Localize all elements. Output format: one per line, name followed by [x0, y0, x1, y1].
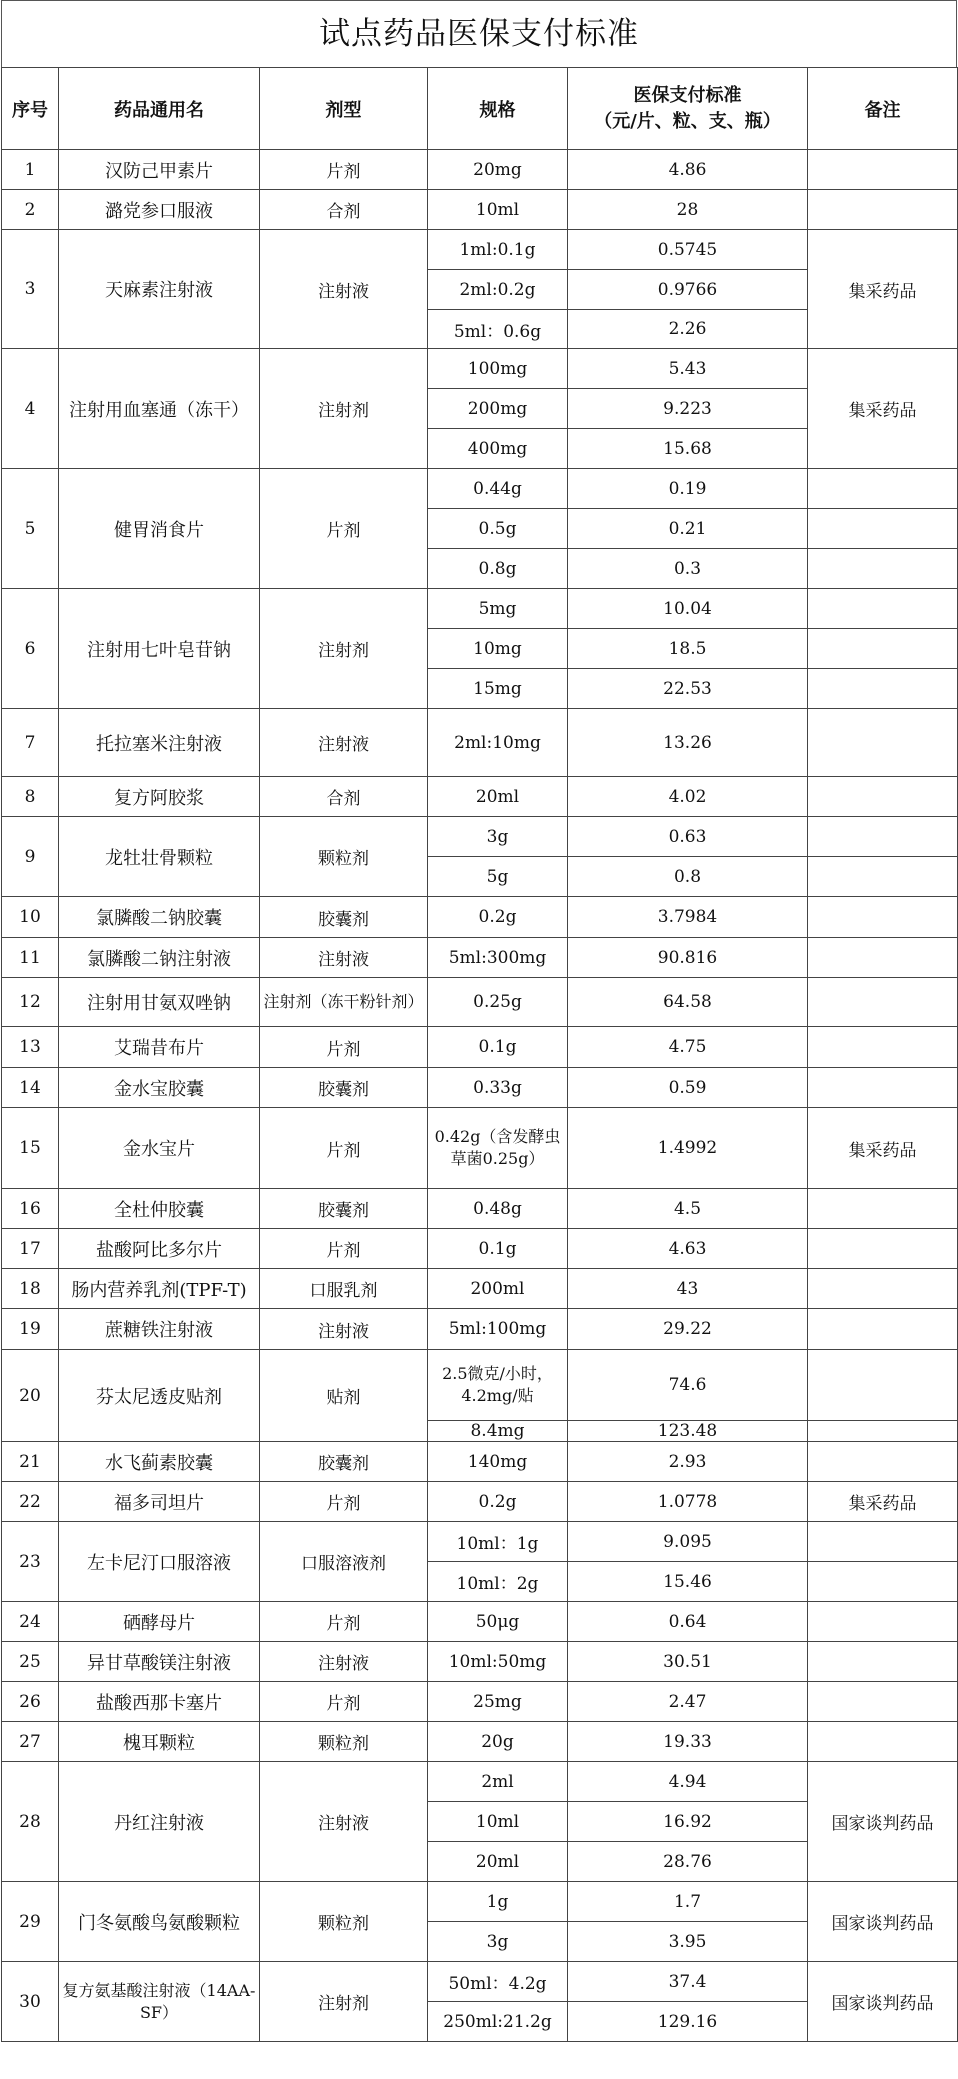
note-cell — [808, 938, 958, 978]
price-cell: 15.68 — [568, 429, 808, 469]
drug-name: 金水宝片 — [59, 1108, 260, 1189]
header-note: 备注 — [808, 68, 958, 150]
note-cell — [808, 817, 958, 857]
drug-name: 槐耳颗粒 — [59, 1722, 260, 1762]
spec-cell: 140mg — [428, 1442, 568, 1482]
table-row — [2, 1882, 958, 1922]
row-number: 5 — [2, 469, 59, 589]
spec-cell: 20g — [428, 1722, 568, 1762]
spec-cell: 10ml — [428, 1802, 568, 1842]
note-cell: 集采药品 — [808, 1108, 958, 1189]
row-number: 8 — [2, 777, 59, 817]
price-cell: 0.59 — [568, 1068, 808, 1108]
drug-name: 复方氨基酸注射液（14AA-SF） — [59, 1962, 260, 2042]
row-number: 1 — [2, 150, 59, 190]
price-cell: 2.93 — [568, 1442, 808, 1482]
page-title: 试点药品医保支付标准 — [1, 0, 957, 67]
payment-standard-table — [1, 67, 958, 2042]
table-row — [2, 190, 958, 230]
row-number: 4 — [2, 349, 59, 469]
dosage-form: 注射液 — [260, 709, 428, 777]
dosage-form: 片剂 — [260, 469, 428, 589]
spec-cell: 5ml:100mg — [428, 1309, 568, 1350]
header-no: 序号 — [2, 68, 59, 150]
price-cell: 123.48 — [568, 1421, 808, 1442]
table-row — [2, 1229, 958, 1269]
price-cell: 29.22 — [568, 1309, 808, 1350]
note-cell — [808, 777, 958, 817]
dosage-form: 口服溶液剂 — [260, 1522, 428, 1602]
spec-cell: 2ml:10mg — [428, 709, 568, 777]
note-cell — [808, 1602, 958, 1642]
spec-cell: 10ml：1g — [428, 1522, 568, 1562]
dosage-form: 注射液 — [260, 1642, 428, 1682]
drug-name: 丹红注射液 — [59, 1762, 260, 1882]
spec-cell: 5ml：0.6g — [428, 310, 568, 349]
drug-name: 福多司坦片 — [59, 1482, 260, 1522]
spec-cell: 0.2g — [428, 1482, 568, 1522]
price-cell: 1.0778 — [568, 1482, 808, 1522]
price-cell: 0.3 — [568, 549, 808, 589]
dosage-form: 合剂 — [260, 190, 428, 230]
row-number: 15 — [2, 1108, 59, 1189]
price-cell: 1.7 — [568, 1882, 808, 1922]
note-cell — [808, 469, 958, 509]
dosage-form: 注射剂 — [260, 589, 428, 709]
table-row — [2, 589, 958, 629]
spec-cell: 400mg — [428, 429, 568, 469]
spec-cell: 0.1g — [428, 1027, 568, 1068]
price-cell: 0.5745 — [568, 230, 808, 270]
row-number: 26 — [2, 1682, 59, 1722]
drug-name: 门冬氨酸鸟氨酸颗粒 — [59, 1882, 260, 1962]
row-number: 2 — [2, 190, 59, 230]
price-cell: 2.26 — [568, 310, 808, 349]
price-cell: 0.21 — [568, 509, 808, 549]
price-cell: 28 — [568, 190, 808, 230]
price-cell: 0.19 — [568, 469, 808, 509]
dosage-form: 片剂 — [260, 1682, 428, 1722]
row-number: 30 — [2, 1962, 59, 2042]
spec-cell: 50μg — [428, 1602, 568, 1642]
price-cell: 129.16 — [568, 2002, 808, 2042]
spec-cell: 10mg — [428, 629, 568, 669]
note-cell: 集采药品 — [808, 349, 958, 469]
dosage-form: 贴剂 — [260, 1350, 428, 1442]
dosage-form: 颗粒剂 — [260, 1722, 428, 1762]
table-row — [2, 1309, 958, 1350]
note-cell — [808, 549, 958, 589]
price-cell: 74.6 — [568, 1350, 808, 1421]
dosage-form: 注射液 — [260, 230, 428, 349]
dosage-form: 胶囊剂 — [260, 1068, 428, 1108]
dosage-form: 片剂 — [260, 1027, 428, 1068]
price-cell: 16.92 — [568, 1802, 808, 1842]
dosage-form: 颗粒剂 — [260, 1882, 428, 1962]
spec-cell: 2.5微克/小时，4.2mg/贴 — [428, 1350, 568, 1421]
note-cell — [808, 1350, 958, 1421]
price-cell: 4.75 — [568, 1027, 808, 1068]
drug-name: 健胃消食片 — [59, 469, 260, 589]
table-row — [2, 978, 958, 1027]
table-row — [2, 230, 958, 270]
drug-name: 氯膦酸二钠注射液 — [59, 938, 260, 978]
row-number: 27 — [2, 1722, 59, 1762]
dosage-form: 注射剂 — [260, 1962, 428, 2042]
drug-name: 氯膦酸二钠胶囊 — [59, 897, 260, 938]
note-cell — [808, 589, 958, 629]
note-cell: 集采药品 — [808, 230, 958, 349]
price-cell: 0.9766 — [568, 270, 808, 310]
table-row — [2, 1442, 958, 1482]
note-cell — [808, 1229, 958, 1269]
table-row — [2, 1762, 958, 1802]
spec-cell: 0.2g — [428, 897, 568, 938]
note-cell — [808, 709, 958, 777]
price-cell: 90.816 — [568, 938, 808, 978]
table-row — [2, 709, 958, 777]
drug-name: 艾瑞昔布片 — [59, 1027, 260, 1068]
note-cell — [808, 978, 958, 1027]
spec-cell: 50ml：4.2g — [428, 1962, 568, 2002]
spec-cell: 3g — [428, 1922, 568, 1962]
spec-cell: 5g — [428, 857, 568, 897]
price-cell: 9.095 — [568, 1522, 808, 1562]
spec-cell: 0.5g — [428, 509, 568, 549]
header-price: 医保支付标准 （元/片、粒、支、瓶） — [568, 68, 808, 150]
price-cell: 10.04 — [568, 589, 808, 629]
spec-cell: 0.44g — [428, 469, 568, 509]
note-cell — [808, 150, 958, 190]
spec-cell: 0.25g — [428, 978, 568, 1027]
row-number: 22 — [2, 1482, 59, 1522]
spec-cell: 3g — [428, 817, 568, 857]
note-cell: 国家谈判药品 — [808, 1962, 958, 2042]
row-number: 10 — [2, 897, 59, 938]
price-cell: 28.76 — [568, 1842, 808, 1882]
spec-cell: 20ml — [428, 1842, 568, 1882]
note-cell — [808, 190, 958, 230]
dosage-form: 注射液 — [260, 1762, 428, 1882]
header-row — [2, 68, 958, 150]
price-cell: 15.46 — [568, 1562, 808, 1602]
spec-cell: 0.42g（含发酵虫草菌0.25g） — [428, 1108, 568, 1189]
price-cell: 30.51 — [568, 1642, 808, 1682]
price-cell: 1.4992 — [568, 1108, 808, 1189]
note-cell — [808, 1189, 958, 1229]
price-cell: 3.95 — [568, 1922, 808, 1962]
spec-cell: 0.48g — [428, 1189, 568, 1229]
price-cell: 18.5 — [568, 629, 808, 669]
dosage-form: 胶囊剂 — [260, 1189, 428, 1229]
row-number: 3 — [2, 230, 59, 349]
table-row — [2, 1350, 958, 1421]
row-number: 11 — [2, 938, 59, 978]
drug-name: 龙牡壮骨颗粒 — [59, 817, 260, 897]
note-cell — [808, 1027, 958, 1068]
dosage-form: 颗粒剂 — [260, 817, 428, 897]
table-row — [2, 1482, 958, 1522]
drug-name: 异甘草酸镁注射液 — [59, 1642, 260, 1682]
drug-name: 盐酸阿比多尔片 — [59, 1229, 260, 1269]
drug-name: 潞党参口服液 — [59, 190, 260, 230]
table-row — [2, 469, 958, 509]
price-cell: 13.26 — [568, 709, 808, 777]
row-number: 19 — [2, 1309, 59, 1350]
table-row — [2, 1068, 958, 1108]
drug-name: 水飞蓟素胶囊 — [59, 1442, 260, 1482]
price-cell: 4.02 — [568, 777, 808, 817]
note-cell: 国家谈判药品 — [808, 1882, 958, 1962]
spec-cell: 100mg — [428, 349, 568, 389]
note-cell — [808, 897, 958, 938]
spec-cell: 25mg — [428, 1682, 568, 1722]
note-cell — [808, 509, 958, 549]
row-number: 24 — [2, 1602, 59, 1642]
drug-name: 注射用七叶皂苷钠 — [59, 589, 260, 709]
spec-cell: 250ml:21.2g — [428, 2002, 568, 2042]
dosage-form: 口服乳剂 — [260, 1269, 428, 1309]
spec-cell: 1ml:0.1g — [428, 230, 568, 270]
table-row — [2, 817, 958, 857]
price-cell: 0.8 — [568, 857, 808, 897]
price-cell: 5.43 — [568, 349, 808, 389]
drug-name: 复方阿胶浆 — [59, 777, 260, 817]
spec-cell: 15mg — [428, 669, 568, 709]
spec-cell: 0.1g — [428, 1229, 568, 1269]
spec-cell: 2ml — [428, 1762, 568, 1802]
row-number: 7 — [2, 709, 59, 777]
price-cell: 43 — [568, 1269, 808, 1309]
row-number: 18 — [2, 1269, 59, 1309]
drug-name: 托拉塞米注射液 — [59, 709, 260, 777]
note-cell — [808, 1562, 958, 1602]
price-cell: 22.53 — [568, 669, 808, 709]
dosage-form: 片剂 — [260, 1108, 428, 1189]
row-number: 9 — [2, 817, 59, 897]
table-row — [2, 1108, 958, 1189]
row-number: 12 — [2, 978, 59, 1027]
note-cell — [808, 1421, 958, 1442]
dosage-form: 注射剂（冻干粉针剂） — [260, 978, 428, 1027]
note-cell — [808, 629, 958, 669]
dosage-form: 注射剂 — [260, 349, 428, 469]
table-row — [2, 1269, 958, 1309]
row-number: 25 — [2, 1642, 59, 1682]
note-cell — [808, 669, 958, 709]
table-row — [2, 1682, 958, 1722]
spec-cell: 0.33g — [428, 1068, 568, 1108]
note-cell — [808, 1269, 958, 1309]
header-form: 剂型 — [260, 68, 428, 150]
price-sheet — [1, 0, 957, 2042]
spec-cell: 20ml — [428, 777, 568, 817]
spec-cell: 10ml — [428, 190, 568, 230]
row-number: 20 — [2, 1350, 59, 1442]
table-row — [2, 1642, 958, 1682]
price-cell: 0.64 — [568, 1602, 808, 1642]
table-row — [2, 1722, 958, 1762]
note-cell — [808, 1722, 958, 1762]
note-cell — [808, 1682, 958, 1722]
row-number: 23 — [2, 1522, 59, 1602]
table-row — [2, 150, 958, 190]
drug-name: 芬太尼透皮贴剂 — [59, 1350, 260, 1442]
price-cell: 4.94 — [568, 1762, 808, 1802]
row-number: 13 — [2, 1027, 59, 1068]
row-number: 16 — [2, 1189, 59, 1229]
note-cell — [808, 1068, 958, 1108]
price-cell: 37.4 — [568, 1962, 808, 2002]
price-cell: 2.47 — [568, 1682, 808, 1722]
note-cell — [808, 857, 958, 897]
drug-name: 蔗糖铁注射液 — [59, 1309, 260, 1350]
table-row — [2, 1189, 958, 1229]
note-cell — [808, 1642, 958, 1682]
price-cell: 9.223 — [568, 389, 808, 429]
table-row — [2, 777, 958, 817]
row-number: 6 — [2, 589, 59, 709]
spec-cell: 200mg — [428, 389, 568, 429]
drug-name: 注射用血塞通（冻干） — [59, 349, 260, 469]
price-cell: 3.7984 — [568, 897, 808, 938]
price-cell: 19.33 — [568, 1722, 808, 1762]
dosage-form: 合剂 — [260, 777, 428, 817]
spec-cell: 8.4mg — [428, 1421, 568, 1442]
row-number: 29 — [2, 1882, 59, 1962]
drug-name: 盐酸西那卡塞片 — [59, 1682, 260, 1722]
row-number: 17 — [2, 1229, 59, 1269]
dosage-form: 片剂 — [260, 1482, 428, 1522]
drug-name: 汉防己甲素片 — [59, 150, 260, 190]
table-row — [2, 1027, 958, 1068]
spec-cell: 10ml:50mg — [428, 1642, 568, 1682]
dosage-form: 注射液 — [260, 938, 428, 978]
header-spec: 规格 — [428, 68, 568, 150]
spec-cell: 20mg — [428, 150, 568, 190]
spec-cell: 5ml:300mg — [428, 938, 568, 978]
dosage-form: 注射液 — [260, 1309, 428, 1350]
row-number: 14 — [2, 1068, 59, 1108]
note-cell: 集采药品 — [808, 1482, 958, 1522]
spec-cell: 1g — [428, 1882, 568, 1922]
spec-cell: 2ml:0.2g — [428, 270, 568, 310]
drug-name: 金水宝胶囊 — [59, 1068, 260, 1108]
drug-name: 左卡尼汀口服溶液 — [59, 1522, 260, 1602]
note-cell: 国家谈判药品 — [808, 1762, 958, 1882]
drug-name: 硒酵母片 — [59, 1602, 260, 1642]
header-name: 药品通用名 — [59, 68, 260, 150]
table-row — [2, 1522, 958, 1562]
price-cell: 4.5 — [568, 1189, 808, 1229]
dosage-form: 片剂 — [260, 150, 428, 190]
note-cell — [808, 1522, 958, 1562]
spec-cell: 200ml — [428, 1269, 568, 1309]
table-row — [2, 1962, 958, 2002]
table-row — [2, 938, 958, 978]
row-number: 28 — [2, 1762, 59, 1882]
table-row — [2, 349, 958, 389]
dosage-form: 胶囊剂 — [260, 1442, 428, 1482]
dosage-form: 胶囊剂 — [260, 897, 428, 938]
drug-name: 肠内营养乳剂(TPF-T) — [59, 1269, 260, 1309]
drug-name: 注射用甘氨双唑钠 — [59, 978, 260, 1027]
note-cell — [808, 1309, 958, 1350]
note-cell — [808, 1442, 958, 1482]
table-row — [2, 897, 958, 938]
drug-name: 天麻素注射液 — [59, 230, 260, 349]
drug-name: 全杜仲胶囊 — [59, 1189, 260, 1229]
price-cell: 4.86 — [568, 150, 808, 190]
dosage-form: 片剂 — [260, 1602, 428, 1642]
price-cell: 0.63 — [568, 817, 808, 857]
spec-cell: 10ml：2g — [428, 1562, 568, 1602]
table-row — [2, 1602, 958, 1642]
spec-cell: 5mg — [428, 589, 568, 629]
spec-cell: 0.8g — [428, 549, 568, 589]
price-cell: 4.63 — [568, 1229, 808, 1269]
row-number: 21 — [2, 1442, 59, 1482]
dosage-form: 片剂 — [260, 1229, 428, 1269]
price-cell: 64.58 — [568, 978, 808, 1027]
